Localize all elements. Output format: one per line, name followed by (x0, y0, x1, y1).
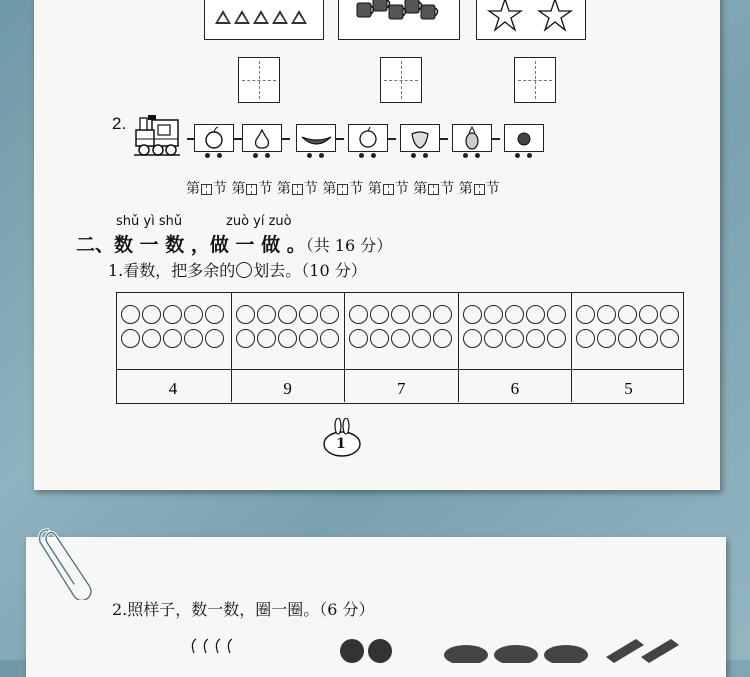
car-label-2: 第 节 (231, 181, 273, 197)
stars-image (477, 0, 583, 37)
circle-row (462, 329, 567, 352)
train-car-apple (194, 124, 234, 152)
circle-row (575, 305, 680, 328)
answer-box-3[interactable] (514, 57, 556, 103)
table-column (117, 293, 231, 402)
count-circle[interactable] (412, 329, 431, 348)
car-label-3: 第 节 (276, 181, 318, 197)
car-label-6: 第 节 (413, 181, 455, 197)
count-circle[interactable] (576, 305, 595, 324)
page-number: 1 (336, 436, 346, 452)
train-car-pineapple (452, 124, 492, 152)
circle-row (575, 329, 680, 352)
section-2-title: 二、数 一 数 ，做 一 做 。（共 16 分） (76, 234, 393, 256)
target-number: 7 (396, 379, 406, 398)
circle-row (348, 305, 453, 328)
count-circle[interactable] (349, 329, 368, 348)
table-column (231, 293, 345, 402)
count-circle[interactable] (278, 329, 297, 348)
answer-box-2[interactable] (380, 57, 422, 103)
circle-row (120, 329, 225, 352)
paperclip-icon (30, 520, 100, 600)
car-label-5: 第 节 (367, 181, 409, 197)
car-label-1: 第 节 (186, 181, 227, 197)
count-circle[interactable] (433, 305, 452, 324)
count-circle[interactable] (278, 305, 297, 324)
count-circle[interactable] (412, 305, 431, 324)
count-circle[interactable] (576, 329, 595, 348)
task-2-instruction: 2.照样子，数一数，圈一圈。（6 分） (112, 600, 375, 619)
count-circle[interactable] (299, 329, 318, 348)
task-1-instruction: 1.看数，把多余的 划去。（10 分） (108, 261, 367, 280)
circle-row (235, 305, 340, 328)
locomotive-icon (134, 114, 194, 160)
count-circle[interactable] (184, 329, 203, 348)
stars-box (476, 0, 586, 40)
car-label-4: 第 节 (322, 181, 364, 197)
count-circle[interactable] (391, 305, 410, 324)
count-circle[interactable] (547, 329, 566, 348)
pineapple-icon (453, 125, 491, 151)
count-circle[interactable] (618, 329, 637, 348)
count-circle[interactable] (505, 305, 524, 324)
peach-icon (349, 125, 387, 151)
pear-icon (243, 125, 281, 151)
count-circle[interactable] (597, 329, 616, 348)
train-car-banana (296, 124, 336, 152)
count-circle[interactable] (163, 329, 182, 348)
count-circle[interactable] (142, 305, 161, 324)
count-circle[interactable] (205, 329, 224, 348)
car-label-7: 第 节 (458, 181, 500, 197)
count-circle[interactable] (618, 305, 637, 324)
worksheet-page-1 (34, 0, 720, 490)
count-circle[interactable] (597, 305, 616, 324)
target-number: 4 (168, 379, 178, 398)
count-circle[interactable] (463, 329, 482, 348)
count-circle[interactable] (257, 329, 276, 348)
count-circle[interactable] (660, 329, 679, 348)
count-circle[interactable] (205, 305, 224, 324)
count-circle[interactable] (639, 305, 658, 324)
car-position-labels (186, 178, 500, 198)
pinyin-count: shǔ yì shǔ (116, 214, 183, 229)
count-circle[interactable] (236, 329, 255, 348)
count-circle[interactable] (484, 305, 503, 324)
count-circle[interactable] (257, 305, 276, 324)
count-circle[interactable] (463, 305, 482, 324)
pinyin-do: zuò yí zuò (226, 214, 292, 229)
triangles-row (215, 9, 310, 28)
count-circle[interactable] (526, 305, 545, 324)
count-circle[interactable] (547, 305, 566, 324)
table-column (344, 293, 458, 402)
count-circle[interactable] (370, 329, 389, 348)
fruit-row-image (176, 633, 696, 663)
worksheet-page-2 (26, 537, 726, 677)
table-column (458, 293, 572, 402)
count-circle[interactable] (349, 305, 368, 324)
circle-row (348, 329, 453, 352)
count-circle[interactable] (142, 329, 161, 348)
circle-row (120, 305, 225, 328)
circle-row (462, 305, 567, 328)
count-circle[interactable] (639, 329, 658, 348)
apple-icon (195, 125, 233, 151)
count-circle[interactable] (320, 305, 339, 324)
train-car-plum (504, 124, 544, 152)
target-number: 6 (510, 379, 520, 398)
count-circle[interactable] (505, 329, 524, 348)
answer-box-1[interactable] (238, 57, 280, 103)
target-number: 9 (283, 379, 292, 398)
count-circle[interactable] (320, 329, 339, 348)
count-circle[interactable] (236, 305, 255, 324)
count-circle[interactable] (484, 329, 503, 348)
count-circle[interactable] (660, 305, 679, 324)
mugs-box (338, 0, 460, 40)
count-circle[interactable] (121, 305, 140, 324)
count-circle[interactable] (121, 329, 140, 348)
table-column (571, 293, 685, 402)
count-circle[interactable] (184, 305, 203, 324)
question-2-number: 2. (112, 114, 127, 133)
count-circle[interactable] (391, 329, 410, 348)
target-number: 5 (624, 379, 633, 398)
count-circle[interactable] (370, 305, 389, 324)
count-circle[interactable] (299, 305, 318, 324)
count-circle[interactable] (433, 329, 452, 348)
train-car-strawberry (400, 124, 440, 152)
train-car-pear (242, 124, 282, 152)
triangles-box (204, 0, 324, 40)
plum-icon (505, 125, 543, 151)
mugs-image (339, 0, 457, 37)
circle-row (235, 329, 340, 352)
train-car-peach (348, 124, 388, 152)
strawberry-icon (401, 125, 439, 151)
banana-icon (297, 125, 335, 151)
count-circle[interactable] (163, 305, 182, 324)
circle-icon (236, 262, 252, 278)
counting-table (116, 292, 684, 404)
count-circle[interactable] (526, 329, 545, 348)
